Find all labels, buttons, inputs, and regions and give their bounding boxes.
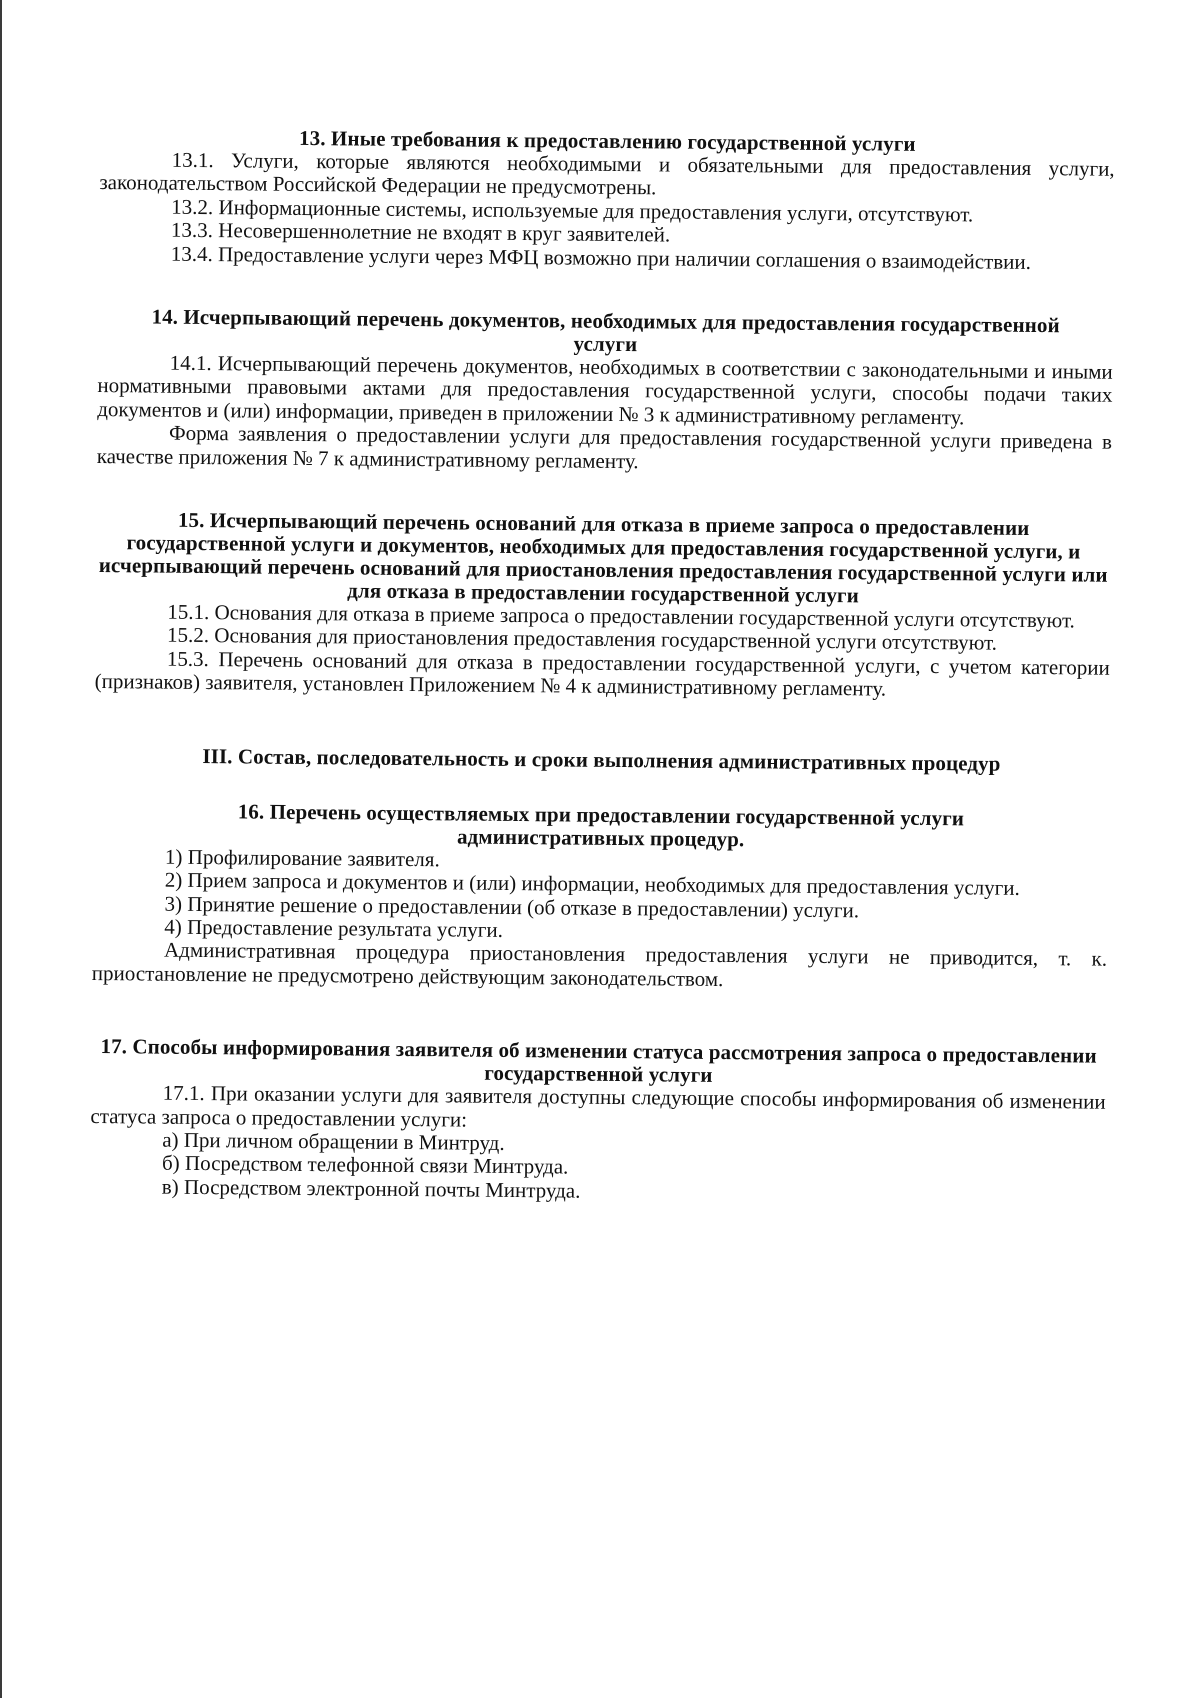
section-15 — [95, 508, 1112, 703]
list-item-17-c: в) Посредством электронной почты Минтруда. — [161, 1174, 581, 1203]
paragraph-13-1: 13.1. Услуги, которые являются необходимыми и обязательными для предоставления услуги, законодательством Российской Федерации не предусмотрены. — [99, 147, 1115, 200]
list-item-16-1: 1) Профилирование заявителя. — [164, 844, 440, 871]
section-13 — [99, 125, 1115, 275]
scan-edge-line — [0, 0, 2, 1698]
paragraph-16-note: Административная процедура приостановления предоставления услуги не приводится, т. к. приостановление не предусмотрено действующим законодательством. — [91, 937, 1108, 991]
list-item-16-3: 3) Принятие решение о предоставлении (об отказе в предоставлении) услуги. — [164, 891, 860, 922]
paragraph-14-1: 14.1. Исчерпывающий перечень документов, необходимых в соответствии с законодательными и иными нормативными правовыми актами для предоставления государственной услуги, способы подачи таких документов и (или) информации, приведен в приложении № 3 к административному регламенту. — [97, 350, 1113, 430]
document-body — [90, 125, 1115, 1208]
section-17-heading: 17. Способы информирования заявителя об изменении статуса рассмотрения запроса о предоставлении государственной услуги — [100, 1034, 1097, 1088]
paragraph-15-3: 15.3. Перечень оснований для отказа в предоставлении государственной услуги, с учетом категории (признаков) заявителя, установлен Приложением № 4 к административному регламенту. — [94, 646, 1110, 701]
section-16-heading: 16. Перечень осуществляемых при предоставлении государственной услуги административных процедур. — [237, 799, 965, 851]
paragraph-13-3: 13.3. Несовершеннолетние не входят в круг заявителей. — [170, 217, 671, 247]
paragraph-15-1: 15.1. Основания для отказа в приеме запроса о предоставлении государственной услуги отсутствуют. — [167, 599, 1075, 633]
section-14 — [97, 305, 1114, 478]
paragraph-15-2: 15.2. Основания для приостановления предоставления государственной услуги отсутствуют. — [166, 623, 998, 656]
section-16 — [92, 799, 1109, 995]
paragraph-17-1: 17.1. При оказании услуги для заявителя доступны следующие способы информирования об изменении статуса запроса о предоставлении услуги: — [90, 1080, 1106, 1132]
section-15-heading: 15. Исчерпывающий перечень оснований для отказа в приеме запроса о предоставлении государственной услуги и документов, необходимых для предоставления государственной услуги, и исчерпывающий перечень оснований для приостановления предоставления государственной услуги или для отказа в предоставлении государственной услуги — [98, 507, 1108, 608]
paragraph-13-4: 13.4. Предоставление услуги через МФЦ возможно при наличии соглашения о взаимодействии. — [170, 241, 1032, 274]
list-item-17-b: б) Посредством телефонной связи Минтруда. — [161, 1150, 569, 1179]
paragraph-14-form: Форма заявления о предоставлении услуги для предоставления государственной услуги приведена в качестве приложения № 7 к административному регламенту. — [96, 420, 1113, 473]
list-item-16-4: 4) Предоставление результата услуги. — [164, 914, 504, 942]
list-item-17-a: а) При личном обращении в Минтруд. — [162, 1127, 505, 1155]
section-17 — [90, 1035, 1107, 1208]
chapter-3-heading: III. Состав, последовательность и сроки выполнения административных процедур — [202, 743, 1001, 776]
list-item-16-2: 2) Прием запроса и документов и (или) информации, необходимых для предоставления услуги. — [164, 867, 1020, 900]
section-13-heading: 13. Иные требования к предоставлению государственной услуги — [298, 125, 916, 156]
section-14-heading: 14. Исчерпывающий перечень документов, необходимых для предоставления государственной услуги — [151, 304, 1060, 357]
paragraph-13-2: 13.2. Информационные системы, используемые для предоставления услуги, отсутствуют. — [171, 194, 974, 227]
